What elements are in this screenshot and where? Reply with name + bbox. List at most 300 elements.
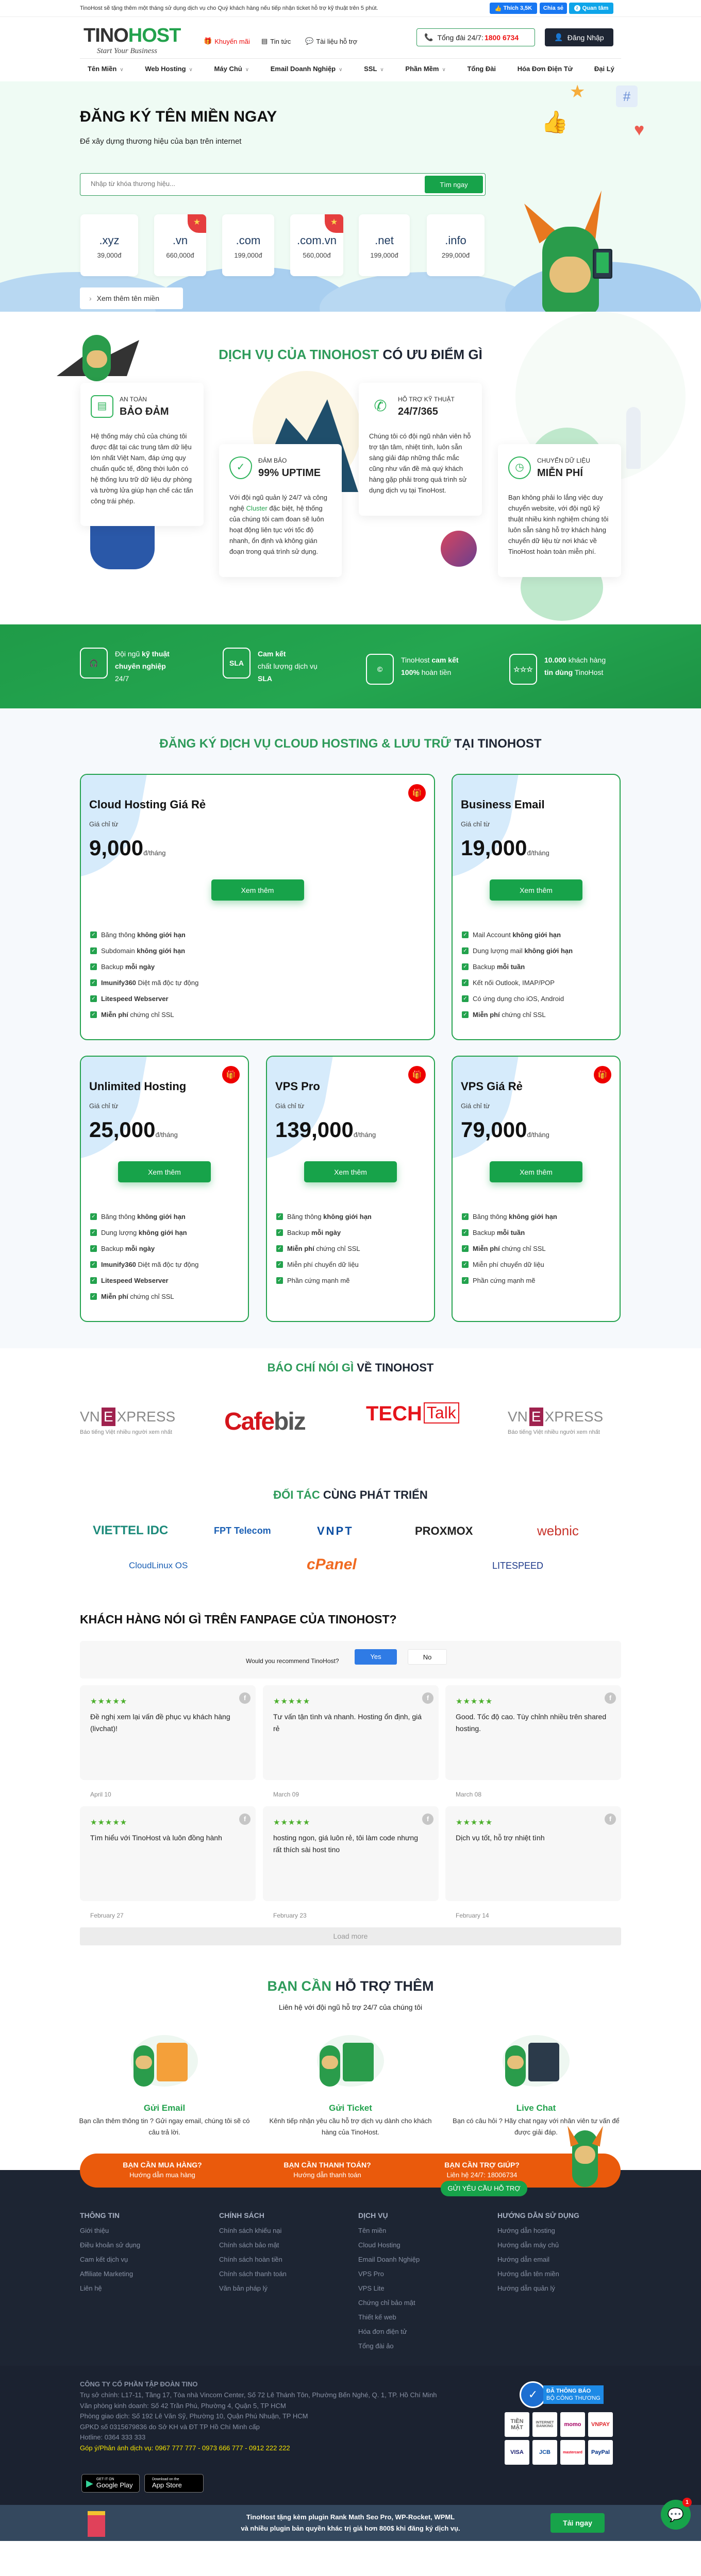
- viettel-idc-logo: VIETTEL IDC: [93, 1523, 169, 1537]
- footer-link[interactable]: Chính sách khiếu nại: [219, 2227, 282, 2234]
- domain-hero: [0, 81, 701, 312]
- commitment-text: cam kết: [431, 656, 459, 664]
- checkbox-check-icon: ✓: [462, 1229, 469, 1236]
- badge-text: ĐÃ THÔNG BÁO: [546, 2388, 591, 2394]
- checkbox-check-icon: ✓: [90, 1213, 97, 1220]
- docs-link[interactable]: [305, 37, 357, 45]
- nav-item[interactable]: [405, 65, 445, 73]
- domain-extension: .com: [236, 234, 261, 247]
- footer-column: [80, 2211, 209, 2299]
- feature-highlight: mỗi tuần: [496, 1229, 525, 1236]
- commitments-band: [0, 624, 701, 708]
- checkbox-check-icon: ✓: [90, 1245, 97, 1252]
- feature-highlight: không giới hạn: [512, 931, 561, 939]
- support-option[interactable]: [77, 2030, 252, 2138]
- plan-price: [461, 1117, 549, 1142]
- badge-text: App Store: [152, 2481, 182, 2489]
- feature-text: Backup: [473, 963, 497, 971]
- reviews-title: KHÁCH HÀNG NÓI GÌ TRÊN FANPAGE CỦA TINOHOST?: [80, 1613, 397, 1626]
- nav-item[interactable]: [364, 65, 384, 73]
- download-now-button[interactable]: Tải ngay: [550, 2513, 605, 2533]
- check-seal-icon: ✓: [520, 2381, 546, 2408]
- footer-link[interactable]: Email Doanh Nghiệp: [358, 2256, 420, 2263]
- price-from-label: Giá chỉ từ: [89, 1102, 119, 1110]
- feature-text: Hệ thống máy chủ của chúng tôi được đặt tại các trung tâm dữ liệu lớn nhất Việt Nam, đáp ứng quy chuẩn quốc tế, đồng thời luôn có hệ thống lưu trữ dữ liệu dự phòng và tường lửa giúp hạn chế các tấn công trái phép.: [91, 432, 193, 505]
- announcement-text: TinoHost sẽ tặng thêm một tháng sử dụng dịch vụ cho Quý khách hàng nếu tiếp nhận ticket hỗ trợ kỹ thuật trên 5 phút.: [80, 5, 378, 11]
- price-value: 139,000: [275, 1117, 354, 1142]
- feature-highlight: Miễn phí: [473, 1011, 500, 1019]
- feature-highlight: không giới hạn: [137, 947, 186, 955]
- facebook-share-button[interactable]: Chia sẻ: [540, 3, 567, 14]
- commitment-text: tin dùng: [544, 668, 573, 676]
- facebook-icon[interactable]: f: [605, 1814, 616, 1825]
- checkbox-check-icon: ✓: [90, 1261, 97, 1268]
- feature-highlight: Imunify360: [101, 979, 136, 987]
- feature-text: chứng chỉ SSL: [499, 1245, 546, 1252]
- feature-text: Có ứng dụng cho iOS, Android: [473, 995, 564, 1003]
- feature-text: Backup: [101, 1245, 125, 1252]
- site-header: [0, 17, 701, 81]
- feature-text: Phần cứng mạnh mẽ: [287, 1277, 350, 1284]
- logo-text: VN: [80, 1409, 100, 1425]
- view-more-button[interactable]: Xem thêm: [304, 1161, 397, 1182]
- footer-link[interactable]: Hướng dẫn hosting: [497, 2227, 555, 2234]
- plan-name: Business Email: [461, 798, 545, 811]
- feature-highlight: không giới hạn: [323, 1213, 372, 1221]
- vnexpress-logo[interactable]: [80, 1408, 193, 1435]
- login-label: Đăng Nhập: [567, 33, 604, 42]
- footer-link[interactable]: Chứng chỉ bảo mật: [358, 2299, 415, 2307]
- plan-features: [90, 931, 198, 1027]
- domain-price: 199,000đ: [234, 251, 262, 259]
- price-from-label: Giá chỉ từ: [461, 820, 490, 828]
- facebook-icon[interactable]: f: [239, 1692, 251, 1704]
- company-info: [80, 2379, 492, 2453]
- plan-card: [452, 1056, 621, 1322]
- review-date: March 08: [456, 1791, 482, 1798]
- price-from-label: Giá chỉ từ: [89, 820, 119, 828]
- support-option-desc: Kênh tiếp nhận yêu cầu hỗ trợ dịch vụ dành cho khách hàng của TinoHost.: [269, 2117, 432, 2136]
- review-date: March 09: [273, 1791, 299, 1798]
- nav-label: Tổng Đài: [467, 65, 496, 73]
- feature-highlight: không giới hạn: [138, 1229, 187, 1236]
- domain-price: 660,000đ: [166, 251, 194, 259]
- facebook-like-button[interactable]: [490, 3, 537, 14]
- pricing-section: [0, 708, 701, 1348]
- feature-text: Backup: [101, 963, 125, 971]
- nav-item[interactable]: [88, 65, 124, 73]
- feature-highlight: không giới hạn: [137, 931, 186, 939]
- cta-title: BẠN CẦN THANH TOÁN?: [283, 2161, 371, 2169]
- footer-link[interactable]: Hướng dẫn máy chủ: [497, 2241, 559, 2249]
- feature-kicker: CHUYỂN DỮ LIỆU: [537, 457, 590, 464]
- tinohost-logo[interactable]: [84, 25, 180, 56]
- feature-highlight: không giới hạn: [509, 1213, 557, 1221]
- chevron-down-icon: ∨: [380, 67, 384, 73]
- news-label: Tin tức: [270, 37, 291, 45]
- review-card: [263, 1806, 439, 1901]
- vnexpress-logo[interactable]: [508, 1408, 621, 1435]
- price-value: 9,000: [89, 836, 144, 860]
- purchase-guide-link[interactable]: Hướng dẫn mua hàng: [129, 2171, 195, 2179]
- ticket-illustration: [307, 2030, 394, 2092]
- feature-highlight: mỗi ngày: [125, 963, 155, 971]
- feature-text: Backup: [287, 1229, 311, 1236]
- plan-feature: [462, 947, 573, 963]
- company-info-line: Hotline: 0364 333 333: [80, 2433, 146, 2441]
- footer-link[interactable]: Chính sách bảo mật: [219, 2241, 279, 2249]
- feature-text: Băng thông: [101, 931, 138, 939]
- chat-widget-button[interactable]: [661, 2500, 691, 2530]
- hotline-number: 1800 6734: [484, 33, 519, 42]
- chat-bubble-icon: 💬: [305, 37, 314, 45]
- rating-stars: ★★★★★: [273, 1697, 311, 1706]
- checkbox-check-icon: ✓: [90, 931, 97, 938]
- plan-feature: [90, 1213, 198, 1229]
- feature-text: [229, 492, 331, 557]
- phone-icon: 📞: [424, 33, 433, 41]
- logo-tagline: Báo tiếng Việt nhiều người xem nhất: [508, 1429, 600, 1435]
- domain-card[interactable]: [154, 214, 206, 276]
- feature-text: Diệt mã độc tự động: [136, 1261, 199, 1268]
- commitment-text: Đội ngũ: [115, 650, 142, 658]
- facebook-icon[interactable]: f: [422, 1692, 433, 1704]
- facebook-icon[interactable]: f: [422, 1814, 433, 1825]
- view-more-button[interactable]: Xem thêm: [118, 1161, 211, 1182]
- checkbox-check-icon: ✓: [462, 1245, 469, 1252]
- cta-title: BẠN CẦN MUA HÀNG?: [123, 2161, 202, 2169]
- chevron-right-icon: ›: [89, 294, 92, 302]
- price-unit: đ/tháng: [353, 1131, 376, 1139]
- load-more-button[interactable]: Load more: [80, 1927, 621, 1945]
- footer-column-title: DỊCH VỤ: [358, 2211, 388, 2219]
- checkbox-check-icon: ✓: [90, 1277, 97, 1284]
- logo-text: VN: [508, 1409, 528, 1425]
- plan-feature: [462, 1277, 557, 1293]
- feature-highlight: Imunify360: [101, 1261, 136, 1268]
- shield-check-icon: ✓: [229, 456, 252, 479]
- footer-link[interactable]: Affiliate Marketing: [80, 2270, 133, 2278]
- domain-price: 299,000đ: [441, 251, 470, 259]
- review-text: Dịch vụ tốt, hỗ trợ nhiệt tình: [456, 1834, 545, 1842]
- footer-link[interactable]: Tên miền: [358, 2227, 387, 2234]
- feature-text: chứng chỉ SSL: [128, 1293, 174, 1300]
- logo-text: XPRESS: [116, 1409, 176, 1425]
- commitment-text: 10.000: [544, 656, 566, 664]
- price-value: 25,000: [89, 1117, 156, 1142]
- commitment-item: [509, 654, 606, 685]
- gift-icon[interactable]: 🎁: [594, 1066, 611, 1083]
- phone-icon: ✆: [374, 398, 387, 415]
- ministry-badge[interactable]: [520, 2381, 605, 2408]
- payment-method-logo: VISA: [505, 2440, 529, 2465]
- footer-link[interactable]: Thiết kế web: [358, 2313, 396, 2321]
- company-info-line: Văn phòng kinh doanh: Số 42 Trần Phú, Phường 4, Quận 5, TP HCM: [80, 2401, 286, 2410]
- payment-guide-link[interactable]: Hướng dẫn thanh toán: [293, 2171, 361, 2179]
- chevron-down-icon: ∨: [442, 67, 446, 73]
- domain-price: 560,000đ: [303, 251, 331, 259]
- nav-label: Máy Chủ: [214, 65, 242, 73]
- cafebiz-logo[interactable]: [224, 1408, 305, 1436]
- footer-link[interactable]: Chính sách thanh toán: [219, 2270, 287, 2278]
- commitment-text: Cam kết: [258, 650, 286, 658]
- price-unit: đ/tháng: [155, 1131, 178, 1139]
- facebook-icon[interactable]: f: [605, 1692, 616, 1704]
- plan-name: Cloud Hosting Giá Rẻ: [89, 798, 206, 811]
- plan-feature: [90, 963, 198, 979]
- recommend-no-button[interactable]: No: [408, 1649, 447, 1665]
- domain-card[interactable]: [80, 214, 138, 276]
- checkbox-check-icon: ✓: [276, 1245, 283, 1252]
- plan-price: [461, 836, 549, 860]
- feature-text: Mail Account: [473, 931, 513, 939]
- feature-heading: 24/7/365: [398, 406, 438, 417]
- plugin-promo-bar: [0, 2499, 701, 2541]
- footer-link[interactable]: Liên hệ: [80, 2284, 102, 2292]
- checkbox-check-icon: ✓: [90, 963, 97, 970]
- google-play-badge[interactable]: [81, 2474, 140, 2493]
- footer-link[interactable]: Văn bản pháp lý: [219, 2284, 268, 2292]
- checkbox-check-icon: ✓: [90, 1229, 97, 1236]
- payment-method-logo: momo: [560, 2412, 585, 2437]
- gift-icon[interactable]: 🎁: [408, 784, 426, 802]
- hotline-box[interactable]: [416, 28, 535, 46]
- company-info-line: Phòng giao dịch: Số 192 Lê Văn Sỹ, Phường 10, Quận Phú Nhuận, TP HCM: [80, 2412, 308, 2420]
- gift-icon[interactable]: 🎁: [222, 1066, 240, 1083]
- footer-column: [497, 2211, 626, 2299]
- techtalk-logo[interactable]: [366, 1402, 459, 1426]
- review-card: [263, 1685, 439, 1780]
- footer-link[interactable]: Cam kết dịch vụ: [80, 2256, 128, 2263]
- commitment-text: TinoHost: [401, 656, 432, 664]
- live-chat-illustration: [492, 2030, 580, 2092]
- footer-column-title: CHÍNH SÁCH: [219, 2211, 264, 2219]
- nav-label: Hóa Đơn Điện Tử: [517, 65, 573, 73]
- logo-text: TINO: [84, 25, 128, 46]
- rating-stars: ★★★★★: [90, 1697, 128, 1706]
- feature-highlight: không giới hạn: [137, 1213, 186, 1221]
- vnpt-logo: VNPT: [317, 1524, 354, 1537]
- plan-card: [80, 774, 435, 1040]
- payment-methods: [505, 2412, 614, 2465]
- checkbox-check-icon: ✓: [276, 1213, 283, 1220]
- checkbox-check-icon: ✓: [90, 1293, 97, 1300]
- logo-text: XPRESS: [544, 1409, 604, 1425]
- view-more-button[interactable]: Xem thêm: [490, 879, 582, 901]
- rating-stars: ★★★★★: [273, 1818, 311, 1827]
- footer-column-title: THÔNG TIN: [80, 2211, 120, 2219]
- section-title: VỀ TINOHOST: [357, 1361, 434, 1374]
- plan-price: [275, 1117, 376, 1142]
- logo-tagline: Báo tiếng Việt nhiều người xem nhất: [80, 1429, 172, 1435]
- rocket-illustration: [626, 407, 641, 469]
- nav-item[interactable]: [594, 65, 614, 73]
- domain-extension: .info: [445, 234, 466, 247]
- section-title-accent: ĐỐI TÁC: [273, 1488, 320, 1501]
- commitment-item: [80, 648, 170, 685]
- plan-feature: [276, 1277, 372, 1293]
- plan-feature: [462, 1011, 573, 1027]
- gift-icon: 🎁: [204, 37, 212, 45]
- plan-feature: [462, 979, 573, 995]
- commitment-text: hoàn tiền: [419, 668, 452, 676]
- feature-text: chứng chỉ SSL: [128, 1011, 174, 1019]
- commitment-item: [366, 654, 459, 685]
- newspaper-icon: ▤: [261, 37, 268, 45]
- customer-rating-icon: ☆☆☆: [509, 654, 537, 685]
- payment-method-logo: JCB: [532, 2440, 557, 2465]
- feature-text: Miễn phí chuyển dữ liệu: [287, 1261, 359, 1268]
- chevron-down-icon: ∨: [245, 67, 249, 73]
- commitment-text: SLA: [258, 674, 272, 683]
- cloudlinux-logo: CloudLinux OS: [129, 1561, 188, 1570]
- footer-link[interactable]: Giới thiệu: [80, 2227, 109, 2234]
- checkbox-check-icon: ✓: [90, 1011, 97, 1018]
- section-title-accent: BẠN CẦN: [267, 1978, 331, 1994]
- nav-label: Email Doanh Nghiệp: [270, 65, 336, 73]
- feature-card-uptime: [219, 444, 342, 577]
- domain-extension: .net: [375, 234, 394, 247]
- company-info-line: Trụ sở chính: L17-11, Tầng 17, Tòa nhà Vincom Center, Số 72 Lê Thánh Tôn, Phường Bến Nghé, Q. 1, TP. Hồ Chí Minh: [80, 2391, 437, 2399]
- chevron-down-icon: ∨: [339, 67, 343, 73]
- mascot-headset-illustration: [567, 2125, 603, 2192]
- footer-link[interactable]: VPS Pro: [358, 2270, 384, 2278]
- promo-link[interactable]: [204, 37, 250, 45]
- footer-link[interactable]: Chính sách hoàn tiền: [219, 2256, 282, 2263]
- promo-text: và nhiều plugin bản quyền khác trị giá hơn 800$ khi đăng ký dịch vụ.: [241, 2524, 460, 2532]
- footer-link[interactable]: Điều khoản sử dụng: [80, 2241, 141, 2249]
- review-text: Tư vấn tận tình và nhanh. Hosting ổn định, giá rẻ: [273, 1713, 422, 1733]
- logo-text: E: [102, 1408, 115, 1426]
- plan-feature: [462, 1261, 557, 1277]
- footer-link[interactable]: VPS Lite: [358, 2284, 385, 2292]
- nav-item[interactable]: [271, 65, 343, 73]
- price-value: 79,000: [461, 1117, 527, 1142]
- mascot-illustration: [526, 200, 613, 312]
- login-button[interactable]: [545, 28, 613, 46]
- plan-features: [90, 1213, 198, 1309]
- gift-icon[interactable]: 🎁: [408, 1066, 426, 1083]
- review-card: [445, 1806, 621, 1901]
- checkbox-check-icon: ✓: [276, 1277, 283, 1284]
- domain-card[interactable]: [359, 214, 410, 276]
- plan-card: [266, 1056, 435, 1322]
- checkbox-check-icon: ✓: [90, 947, 97, 954]
- plan-feature: [90, 1261, 198, 1277]
- footer-link[interactable]: Hóa đơn điện tử: [358, 2328, 407, 2335]
- nav-item[interactable]: [214, 65, 249, 73]
- feature-text: Bạn không phải lo lắng việc duy chuyển website, với đội ngũ kỹ thuật nhiều kinh nghiệm chúng tôi luôn sẵn sàng hỗ trợ khách hàng chuyển dữ liệu từ nơi khác về TinoHost hoàn toàn miễn phí.: [508, 494, 609, 555]
- review-date: April 10: [90, 1791, 111, 1798]
- plan-feature: [90, 931, 198, 947]
- section-title: CÙNG PHÁT TRIỂN: [323, 1488, 428, 1501]
- webnic-logo: webnic: [537, 1523, 579, 1538]
- support-option-desc: Bạn có câu hỏi ? Hãy chat ngay với nhân viên tư vấn để được giải đáp.: [453, 2117, 620, 2136]
- footer-link[interactable]: Hướng dẫn quản lý: [497, 2284, 555, 2292]
- feature-highlight: không giới hạn: [524, 947, 573, 955]
- nav-item[interactable]: [145, 65, 193, 73]
- sla-certificate-icon: SLA: [223, 648, 251, 679]
- feature-text: Băng thông: [473, 1213, 509, 1221]
- domain-search-button[interactable]: Tìm ngay: [425, 176, 483, 193]
- commitment-item: [223, 648, 318, 685]
- nav-item[interactable]: [518, 65, 573, 73]
- plan-feature: [462, 1229, 557, 1245]
- review-card: [80, 1806, 256, 1901]
- thumbs-up-icon: 👍: [541, 110, 569, 134]
- plan-name: VPS Giá Rẻ: [461, 1080, 523, 1093]
- domain-card[interactable]: [222, 214, 274, 276]
- domain-search-input[interactable]: [91, 180, 400, 188]
- feedback-hotlines: Góp ý/Phản ánh dịch vụ: 0967 777 777 - 0973 666 777 - 0912 222 222: [80, 2444, 290, 2452]
- domain-extension: .com.vn: [296, 234, 337, 247]
- facebook-icon[interactable]: f: [239, 1814, 251, 1825]
- checkbox-check-icon: ✓: [90, 995, 97, 1002]
- footer-link[interactable]: Cloud Hosting: [358, 2241, 400, 2249]
- press-section: [0, 1348, 701, 1477]
- main-nav: [88, 65, 614, 73]
- feature-text: Băng thông: [101, 1213, 138, 1221]
- nav-item[interactable]: [467, 65, 496, 73]
- review-text: hosting ngon, giá luôn rẻ, tôi làm code nhưng rất thích sài host tino: [273, 1834, 419, 1854]
- feature-text: Phần cứng mạnh mẽ: [473, 1277, 536, 1284]
- view-more-button[interactable]: Xem thêm: [211, 879, 304, 901]
- feature-highlight: Miễn phí: [287, 1245, 314, 1252]
- rating-stars: ★★★★★: [456, 1697, 493, 1706]
- fpt-telecom-logo: FPT Telecom: [214, 1526, 271, 1536]
- feature-heading: 99% UPTIME: [258, 467, 321, 479]
- send-support-request-button[interactable]: GỬI YÊU CẦU HỖ TRỢ: [441, 2181, 527, 2196]
- more-domains-button[interactable]: [80, 287, 183, 309]
- domain-card[interactable]: [427, 214, 485, 276]
- recommend-yes-button[interactable]: Yes: [355, 1649, 397, 1665]
- chevron-down-icon: ∨: [120, 67, 124, 73]
- plan-name: Unlimited Hosting: [89, 1080, 187, 1093]
- cluster-link[interactable]: Cluster: [246, 504, 268, 512]
- google-play-icon: ▶: [86, 2478, 93, 2488]
- view-more-button[interactable]: Xem thêm: [490, 1161, 582, 1182]
- server-icon: ▤: [91, 395, 113, 418]
- nav-label: Web Hosting: [145, 65, 186, 73]
- review-text: Đề nghị xem lại vấn đề phục vụ khách hàng (livchat)!: [90, 1713, 230, 1733]
- price-value: 19,000: [461, 836, 527, 860]
- promo-label: Khuyến mãi: [214, 37, 250, 45]
- footer-link[interactable]: Tổng đài ảo: [358, 2342, 394, 2350]
- badge-small-text: Download on the: [152, 2478, 179, 2481]
- section-title-accent: BÁO CHÍ NÓI GÌ: [267, 1361, 354, 1374]
- news-link[interactable]: [261, 37, 291, 45]
- clock-icon: ◷: [508, 456, 531, 479]
- payment-method-logo: VNPAY: [588, 2412, 613, 2437]
- feature-highlight: mỗi tuần: [496, 963, 525, 971]
- feature-text: chứng chỉ SSL: [314, 1245, 360, 1252]
- checkbox-check-icon: ✓: [276, 1229, 283, 1236]
- app-store-badge[interactable]: [144, 2474, 204, 2493]
- unread-badge: 1: [682, 2498, 692, 2507]
- plan-feature: [276, 1229, 372, 1245]
- footer-link[interactable]: Hướng dẫn tên miền: [497, 2270, 559, 2278]
- support-option[interactable]: [448, 2030, 624, 2138]
- domain-card[interactable]: [290, 214, 343, 276]
- chat-icon: 💬: [667, 2507, 685, 2522]
- payment-method-logo: INTERNET BANKING: [532, 2412, 557, 2437]
- feature-heading: BẢO ĐẢM: [120, 406, 169, 417]
- zalo-follow-button[interactable]: [569, 3, 613, 14]
- footer-link[interactable]: Hướng dẫn email: [497, 2256, 550, 2263]
- feature-highlight: Miễn phí: [473, 1245, 500, 1252]
- like-count: Thích 3,5K: [503, 5, 532, 11]
- support-option[interactable]: [263, 2030, 438, 2138]
